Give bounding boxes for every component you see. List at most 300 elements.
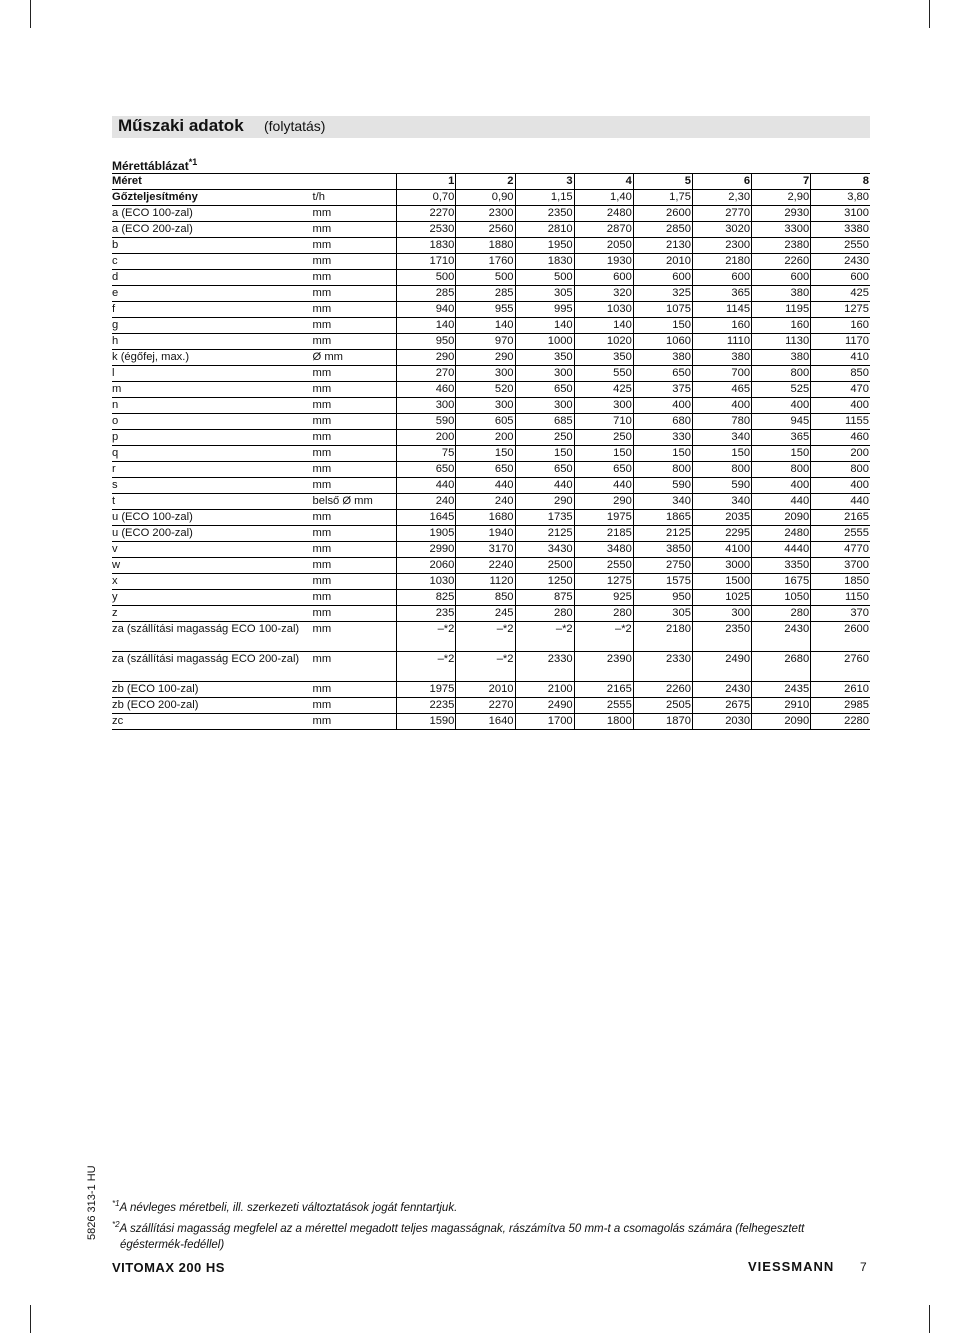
row-label: y	[112, 590, 313, 606]
row-value: 140	[515, 318, 574, 334]
steam-output-unit: t/h	[313, 190, 397, 206]
table-row	[112, 714, 870, 730]
table-row	[112, 302, 870, 318]
row-value: 250	[574, 430, 633, 446]
row-value: 1250	[515, 574, 574, 590]
row-label: g	[112, 318, 313, 334]
steam-output-value: 1,75	[633, 190, 692, 206]
table-row	[112, 398, 870, 414]
row-value: 590	[397, 414, 456, 430]
row-value: 150	[692, 446, 751, 462]
row-label: q	[112, 446, 313, 462]
row-value: 2185	[574, 526, 633, 542]
row-value: 2330	[633, 652, 692, 682]
row-unit: mm	[313, 558, 397, 574]
row-value: 2675	[692, 698, 751, 714]
row-value: 1760	[456, 254, 515, 270]
row-value: 2555	[574, 698, 633, 714]
row-value: 425	[574, 382, 633, 398]
row-value: 2610	[811, 682, 870, 698]
row-value: 600	[633, 270, 692, 286]
row-value: 550	[574, 366, 633, 382]
steam-output-value: 2,90	[752, 190, 811, 206]
row-value: 3300	[752, 222, 811, 238]
row-value: 1000	[515, 334, 574, 350]
steam-output-row	[112, 190, 870, 206]
page-number: 7	[860, 1260, 867, 1274]
row-unit: mm	[313, 698, 397, 714]
row-value: 525	[752, 382, 811, 398]
row-unit: mm	[313, 222, 397, 238]
row-value: 925	[574, 590, 633, 606]
row-value: 1155	[811, 414, 870, 430]
row-value: 1120	[456, 574, 515, 590]
table-row	[112, 510, 870, 526]
row-value: 2350	[692, 622, 751, 652]
row-value: 440	[574, 478, 633, 494]
row-value: 300	[456, 366, 515, 382]
row-unit: mm	[313, 254, 397, 270]
row-value: 75	[397, 446, 456, 462]
row-value: 1195	[752, 302, 811, 318]
row-value: 800	[633, 462, 692, 478]
row-value: 250	[515, 430, 574, 446]
row-unit: mm	[313, 206, 397, 222]
row-unit: mm	[313, 714, 397, 730]
row-value: 3000	[692, 558, 751, 574]
row-value: 290	[515, 494, 574, 510]
row-value: 400	[811, 478, 870, 494]
table-row	[112, 382, 870, 398]
table-row	[112, 622, 870, 652]
row-value: 400	[633, 398, 692, 414]
row-value: 700	[692, 366, 751, 382]
row-label: a (ECO 200-zal)	[112, 222, 313, 238]
row-value: 2430	[811, 254, 870, 270]
row-value: 160	[811, 318, 870, 334]
row-value: 2600	[811, 622, 870, 652]
row-value: 1870	[633, 714, 692, 730]
row-value: 320	[574, 286, 633, 302]
row-value: 1710	[397, 254, 456, 270]
row-value: 950	[633, 590, 692, 606]
row-value: 2090	[752, 510, 811, 526]
row-value: 650	[515, 382, 574, 398]
row-value: 2760	[811, 652, 870, 682]
table-row	[112, 478, 870, 494]
row-value: 1850	[811, 574, 870, 590]
row-value: 825	[397, 590, 456, 606]
row-value: 300	[515, 366, 574, 382]
row-value: 2430	[752, 622, 811, 652]
header-unit	[313, 174, 397, 190]
row-value: 2870	[574, 222, 633, 238]
row-label: s	[112, 478, 313, 494]
row-value: 1940	[456, 526, 515, 542]
row-value: 1275	[574, 574, 633, 590]
row-value: 460	[397, 382, 456, 398]
row-value: 2060	[397, 558, 456, 574]
table-row	[112, 430, 870, 446]
footnotes	[112, 1196, 872, 1253]
row-value: 150	[456, 446, 515, 462]
row-value: 950	[397, 334, 456, 350]
product-name: VITOMAX 200 HS	[112, 1260, 225, 1275]
row-value: 160	[752, 318, 811, 334]
footnote-1	[112, 1196, 872, 1216]
row-unit: mm	[313, 286, 397, 302]
row-unit: mm	[313, 590, 397, 606]
row-value: –*2	[456, 622, 515, 652]
row-value: 380	[752, 350, 811, 366]
row-value: 2280	[811, 714, 870, 730]
row-value: 600	[692, 270, 751, 286]
row-value: 1150	[811, 590, 870, 606]
table-row	[112, 462, 870, 478]
row-value: 3700	[811, 558, 870, 574]
row-value: 940	[397, 302, 456, 318]
row-value: 2010	[633, 254, 692, 270]
row-value: 240	[397, 494, 456, 510]
row-value: 650	[515, 462, 574, 478]
table-row	[112, 574, 870, 590]
row-value: 995	[515, 302, 574, 318]
row-label: e	[112, 286, 313, 302]
dimension-table	[112, 173, 870, 730]
row-unit: mm	[313, 446, 397, 462]
row-value: 800	[692, 462, 751, 478]
row-value: 2560	[456, 222, 515, 238]
row-value: 680	[633, 414, 692, 430]
row-value: 1880	[456, 238, 515, 254]
row-value: 2770	[692, 206, 751, 222]
row-value: –*2	[574, 622, 633, 652]
row-value: 400	[752, 478, 811, 494]
steam-output-value: 0,70	[397, 190, 456, 206]
document-code: 5826 313-1 HU	[86, 1165, 98, 1240]
footnote-2-text: A szállítási magasság megfelel az a mérettel megadott teljes magasságnak, rászámítva 50 mm-t a csomagolás számára (felhegesztett	[119, 1222, 805, 1235]
row-value: 2235	[397, 698, 456, 714]
row-unit: mm	[313, 382, 397, 398]
row-value: 2010	[456, 682, 515, 698]
header-size: 8	[811, 174, 870, 190]
row-label: za (szállítási magasság ECO 200-zal)	[112, 652, 313, 682]
row-value: 365	[752, 430, 811, 446]
section-title: Műszaki adatok	[118, 116, 244, 135]
header-size: 4	[574, 174, 633, 190]
row-value: 200	[456, 430, 515, 446]
header-size: 5	[633, 174, 692, 190]
row-value: 3850	[633, 542, 692, 558]
row-value: 440	[397, 478, 456, 494]
row-value: 2430	[692, 682, 751, 698]
row-value: 945	[752, 414, 811, 430]
row-value: 235	[397, 606, 456, 622]
row-value: 280	[515, 606, 574, 622]
row-value: 350	[574, 350, 633, 366]
row-value: 850	[456, 590, 515, 606]
row-value: 2680	[752, 652, 811, 682]
row-value: 2930	[752, 206, 811, 222]
row-value: 2035	[692, 510, 751, 526]
row-value: 440	[456, 478, 515, 494]
row-unit: mm	[313, 622, 397, 652]
row-label: a (ECO 100-zal)	[112, 206, 313, 222]
row-unit: mm	[313, 510, 397, 526]
row-value: 2180	[633, 622, 692, 652]
row-value: 1275	[811, 302, 870, 318]
row-value: 4440	[752, 542, 811, 558]
row-label: w	[112, 558, 313, 574]
row-label: u (ECO 200-zal)	[112, 526, 313, 542]
row-value: 3170	[456, 542, 515, 558]
section-header	[112, 116, 870, 138]
row-value: 1975	[574, 510, 633, 526]
row-value: 780	[692, 414, 751, 430]
footnote-1-mark: *1	[112, 1199, 120, 1208]
row-value: 605	[456, 414, 515, 430]
row-value: 150	[752, 446, 811, 462]
row-value: 2125	[633, 526, 692, 542]
row-value: 425	[811, 286, 870, 302]
row-value: 285	[456, 286, 515, 302]
row-unit: mm	[313, 366, 397, 382]
crop-mark-bottom-left	[30, 1305, 31, 1333]
row-value: 2100	[515, 682, 574, 698]
row-value: 305	[515, 286, 574, 302]
table-row	[112, 414, 870, 430]
row-value: 1060	[633, 334, 692, 350]
row-unit: mm	[313, 270, 397, 286]
footnote-2-mark: *2	[112, 1219, 120, 1229]
row-value: 875	[515, 590, 574, 606]
row-value: 2910	[752, 698, 811, 714]
row-value: 500	[456, 270, 515, 286]
header-size: 1	[397, 174, 456, 190]
row-value: 340	[692, 494, 751, 510]
row-unit: mm	[313, 430, 397, 446]
row-value: 365	[692, 286, 751, 302]
row-label: v	[112, 542, 313, 558]
table-row	[112, 222, 870, 238]
row-value: 685	[515, 414, 574, 430]
steam-output-value: 0,90	[456, 190, 515, 206]
row-value: 140	[397, 318, 456, 334]
row-value: 1640	[456, 714, 515, 730]
row-unit: Ø mm	[313, 350, 397, 366]
row-value: 2270	[397, 206, 456, 222]
row-value: 2550	[574, 558, 633, 574]
steam-output-value: 1,15	[515, 190, 574, 206]
row-label: h	[112, 334, 313, 350]
row-value: 1145	[692, 302, 751, 318]
footnote-2	[112, 1217, 872, 1253]
row-value: 2555	[811, 526, 870, 542]
table-row	[112, 334, 870, 350]
table-row	[112, 446, 870, 462]
row-value: 330	[633, 430, 692, 446]
row-value: 1675	[752, 574, 811, 590]
table-row	[112, 494, 870, 510]
row-value: 290	[574, 494, 633, 510]
row-value: –*2	[397, 622, 456, 652]
row-value: 200	[397, 430, 456, 446]
steam-output-value: 3,80	[811, 190, 870, 206]
row-value: 4770	[811, 542, 870, 558]
table-row	[112, 270, 870, 286]
table-row	[112, 698, 870, 714]
row-unit: mm	[313, 478, 397, 494]
row-value: 3480	[574, 542, 633, 558]
row-value: 340	[692, 430, 751, 446]
row-unit: mm	[313, 526, 397, 542]
brand-logo: VIESSMANN	[748, 1259, 835, 1274]
row-value: 4100	[692, 542, 751, 558]
row-value: 2380	[752, 238, 811, 254]
row-value: 2550	[811, 238, 870, 254]
row-value: 470	[811, 382, 870, 398]
row-value: 380	[633, 350, 692, 366]
table-row	[112, 254, 870, 270]
row-value: 440	[752, 494, 811, 510]
footnote-1-text: A névleges méretbeli, ill. szerkezeti változtatások jogát fenntartjuk.	[119, 1201, 458, 1214]
row-value: 800	[752, 366, 811, 382]
row-value: 2050	[574, 238, 633, 254]
row-value: 2295	[692, 526, 751, 542]
row-value: 650	[633, 366, 692, 382]
row-label: zc	[112, 714, 313, 730]
row-value: –*2	[456, 652, 515, 682]
table-row	[112, 558, 870, 574]
row-value: 375	[633, 382, 692, 398]
row-unit: mm	[313, 398, 397, 414]
row-value: 150	[633, 446, 692, 462]
row-value: 340	[633, 494, 692, 510]
row-label: d	[112, 270, 313, 286]
row-value: 1735	[515, 510, 574, 526]
row-value: 240	[456, 494, 515, 510]
steam-output-value: 1,40	[574, 190, 633, 206]
table-row	[112, 526, 870, 542]
row-value: 300	[515, 398, 574, 414]
row-value: 520	[456, 382, 515, 398]
steam-output-value: 2,30	[692, 190, 751, 206]
row-value: 1830	[515, 254, 574, 270]
row-label: r	[112, 462, 313, 478]
row-value: 1930	[574, 254, 633, 270]
table-row	[112, 652, 870, 682]
row-value: 2330	[515, 652, 574, 682]
crop-mark-top-right	[929, 0, 930, 28]
row-value: 1830	[397, 238, 456, 254]
row-unit: mm	[313, 414, 397, 430]
row-value: 1050	[752, 590, 811, 606]
row-label: t	[112, 494, 313, 510]
row-value: 2350	[515, 206, 574, 222]
row-value: 380	[692, 350, 751, 366]
row-value: 300	[574, 398, 633, 414]
row-value: 1905	[397, 526, 456, 542]
row-value: 2125	[515, 526, 574, 542]
row-value: 2090	[752, 714, 811, 730]
row-value: 1680	[456, 510, 515, 526]
table-title: Mérettáblázat$^{*1}$	[112, 157, 198, 173]
row-label: b	[112, 238, 313, 254]
row-unit: mm	[313, 334, 397, 350]
row-value: 370	[811, 606, 870, 622]
row-value: 150	[574, 446, 633, 462]
row-value: 280	[574, 606, 633, 622]
header-size: 6	[692, 174, 751, 190]
row-value: 1025	[692, 590, 751, 606]
row-value: 1865	[633, 510, 692, 526]
row-label: k (égőfej, max.)	[112, 350, 313, 366]
row-value: 2260	[633, 682, 692, 698]
row-value: 460	[811, 430, 870, 446]
row-value: 2300	[456, 206, 515, 222]
table-row	[112, 366, 870, 382]
header-label: Méret	[112, 174, 313, 190]
row-value: 1170	[811, 334, 870, 350]
steam-output-label: Gőzteljesítmény	[112, 190, 313, 206]
table-row	[112, 318, 870, 334]
row-value: 300	[692, 606, 751, 622]
row-value: 285	[397, 286, 456, 302]
row-value: 3350	[752, 558, 811, 574]
row-value: 2500	[515, 558, 574, 574]
row-value: 300	[456, 398, 515, 414]
row-value: 1500	[692, 574, 751, 590]
table-title-footnote-mark: *1	[188, 157, 198, 167]
row-value: 410	[811, 350, 870, 366]
row-value: 1975	[397, 682, 456, 698]
row-value: 1645	[397, 510, 456, 526]
header-size: 7	[752, 174, 811, 190]
row-value: 3020	[692, 222, 751, 238]
header-size: 3	[515, 174, 574, 190]
row-value: 325	[633, 286, 692, 302]
row-value: 2600	[633, 206, 692, 222]
row-label: n	[112, 398, 313, 414]
table-row	[112, 238, 870, 254]
row-value: 440	[515, 478, 574, 494]
row-value: 2505	[633, 698, 692, 714]
table-header-row	[112, 174, 870, 190]
row-unit: mm	[313, 574, 397, 590]
row-unit: mm	[313, 238, 397, 254]
row-value: 1075	[633, 302, 692, 318]
row-value: 2850	[633, 222, 692, 238]
row-value: 465	[692, 382, 751, 398]
row-value: 2490	[515, 698, 574, 714]
row-value: 2300	[692, 238, 751, 254]
row-unit: mm	[313, 542, 397, 558]
row-value: 800	[752, 462, 811, 478]
row-unit: mm	[313, 606, 397, 622]
row-value: 600	[811, 270, 870, 286]
row-value: 2490	[692, 652, 751, 682]
row-unit: mm	[313, 302, 397, 318]
row-value: 270	[397, 366, 456, 382]
row-value: –*2	[515, 622, 574, 652]
row-value: 650	[397, 462, 456, 478]
row-value: 300	[397, 398, 456, 414]
row-value: 2990	[397, 542, 456, 558]
row-label: m	[112, 382, 313, 398]
row-label: u (ECO 100-zal)	[112, 510, 313, 526]
row-value: 590	[692, 478, 751, 494]
row-value: 590	[633, 478, 692, 494]
